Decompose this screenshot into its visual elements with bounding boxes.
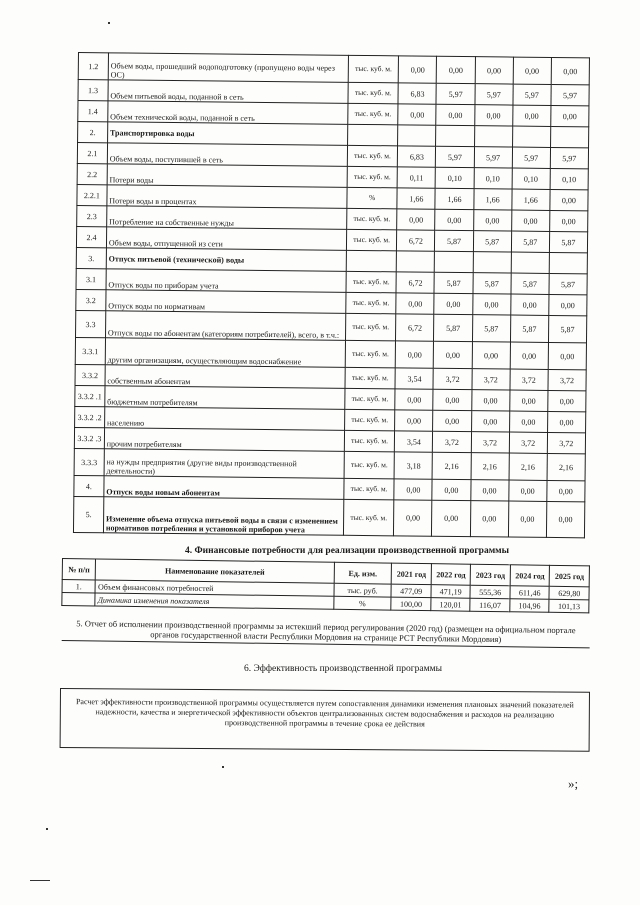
row-value: 3,72 [471, 432, 509, 453]
row-value: 101,13 [549, 599, 589, 613]
row-name: Потери воды [107, 164, 347, 188]
row-value: 1,66 [512, 189, 550, 210]
row-num: 2. [78, 122, 108, 143]
row-value: 0,00 [435, 209, 473, 230]
row-value: 0,00 [434, 293, 472, 314]
row-value: 3,18 [394, 452, 432, 479]
col-unit: Ед. изм. [334, 562, 392, 584]
scan-mark [108, 22, 110, 24]
production-program-table [73, 52, 590, 538]
row-value: 0,00 [472, 342, 510, 369]
row-unit: тыс. куб. м. [348, 82, 399, 104]
row-value: 0,00 [473, 210, 511, 231]
section-6-efficiency-box: Расчет эффективности производственной программы осуществляется путем сопоставления динамики изменения плановых значений показателей надежности, качества и энергетической эффективности объектов централизованных систем водоснабжения и расходов на реализацию производственной программы в течение срока ее действия [60, 688, 590, 752]
row-value: 5,97 [475, 84, 513, 105]
row-value: 3,72 [509, 432, 547, 453]
row-value: 0,00 [399, 56, 437, 83]
row-value: 5,87 [434, 314, 472, 341]
row-num: 3.3.2 [75, 364, 105, 385]
row-value [474, 126, 512, 147]
row-name: Отпуск воды новым абонентам [104, 476, 344, 500]
row-unit: тыс. куб. м. [346, 229, 397, 251]
row-value: 6,72 [396, 314, 434, 341]
row-num: 3.3.1 [75, 337, 105, 364]
section-5-report-note: 5. Отчет об исполнении производственной программы за истекший период регулирования (2020 год) (размещен на официальном портале органов государственной власти Республики Мордовия на странице РСТ Республики Мордовия) [62, 618, 590, 648]
row-unit: тыс. куб. м. [348, 103, 399, 125]
row-unit: тыс. куб. м. [344, 430, 395, 452]
row-value: 0,00 [395, 410, 433, 431]
row-unit: тыс. руб. [334, 583, 392, 597]
row-value: 0,00 [394, 479, 432, 500]
row-name: Объем воды, отпущенной из сети [106, 227, 346, 251]
row-value: 5,87 [510, 315, 548, 342]
row-name: на нужды предприятия (другие виды производственной деятельности) [104, 449, 344, 479]
row-value: 0,00 [509, 480, 547, 501]
row-value: 629,80 [549, 586, 589, 600]
row-name: Объем воды, прошедший водоподготовку (пропущено воды через ОС) [108, 53, 348, 83]
row-value: 0,00 [549, 294, 587, 315]
row-name: Потери воды в процентах [107, 185, 347, 209]
row-value [397, 251, 435, 272]
row-value: 104,96 [510, 599, 550, 613]
row-value: 0,00 [471, 411, 509, 432]
row-value: 5,87 [473, 273, 511, 294]
row-value: 116,07 [470, 598, 510, 612]
row-unit: тыс. куб. м. [346, 292, 397, 314]
row-value: 5,97 [551, 84, 589, 105]
col-year-2022: 2022 год [431, 564, 471, 586]
row-value: 0,00 [547, 411, 585, 432]
row-name: прочим потребителям [104, 428, 344, 452]
col-year-2024: 2024 год [510, 565, 550, 587]
row-value: 0,00 [394, 500, 432, 536]
row-value: 0,00 [512, 105, 550, 126]
row-num: 3.2 [76, 289, 106, 310]
row-num: 2.2 [77, 163, 107, 184]
row-value: 0,00 [551, 57, 589, 84]
row-num: 3.3.3 [74, 448, 104, 475]
row-unit: % [333, 596, 391, 610]
row-name: собственным абонентам [105, 365, 345, 389]
row-name: Отпуск питьевой (технической) воды [106, 248, 346, 272]
row-num [62, 593, 96, 606]
row-value: 6,72 [397, 230, 435, 251]
row-value: 1,66 [473, 189, 511, 210]
row-num: 2.2.1 [77, 184, 107, 205]
section-6-title: 6. Эффективность производственной программы [244, 664, 442, 674]
row-value [398, 125, 436, 146]
row-value: 5,97 [436, 146, 474, 167]
row-name: Объем технической воды, поданной в сеть [108, 101, 348, 125]
row-value: 0,00 [433, 389, 471, 410]
row-value [511, 252, 549, 273]
row-value: 3,72 [510, 369, 548, 390]
row-value: 0,00 [513, 57, 551, 84]
row-name: другим организациям, осуществляющим водоснабжение [105, 338, 345, 368]
row-value: 0,00 [510, 294, 548, 315]
row-value: 100,00 [391, 597, 431, 611]
row-value: 0,00 [546, 501, 585, 537]
row-unit: тыс. куб. м. [347, 208, 398, 230]
row-num: 5. [73, 496, 103, 532]
row-num: 1. [62, 580, 96, 593]
row-value: 0,00 [474, 105, 512, 126]
row-value: 6,83 [398, 83, 436, 104]
row-value: 0,11 [397, 167, 435, 188]
row-value: 5,97 [474, 147, 512, 168]
row-unit: тыс. куб. м. [345, 340, 396, 368]
row-value: 0,00 [548, 390, 586, 411]
row-value: 0,00 [398, 104, 436, 125]
row-value: 0,00 [547, 480, 585, 501]
row-value: 0,00 [509, 390, 547, 411]
row-value: 0,00 [432, 479, 470, 500]
row-value: 0,00 [395, 389, 433, 410]
row-name: Динамика изменения показателя [95, 593, 333, 609]
row-value: 3,72 [472, 369, 510, 390]
scan-mark [46, 828, 48, 830]
row-value: 3,54 [395, 431, 433, 452]
row-value: 3,54 [395, 368, 433, 389]
row-name: Объем питьевой воды, поданной в сеть [108, 80, 348, 104]
row-name: Объем финансовых потребностей [95, 580, 333, 596]
row-value: 0,00 [470, 501, 508, 537]
row-value: 6,72 [396, 272, 434, 293]
row-value: 0,00 [548, 342, 586, 369]
row-unit: тыс. куб. м. [344, 478, 395, 500]
col-year-2021: 2021 год [392, 563, 432, 585]
row-num: 3.3 [76, 310, 106, 337]
row-num: 3.3.2 .2 [75, 406, 105, 427]
row-value: 0,00 [396, 293, 434, 314]
row-value: 0,00 [508, 501, 546, 537]
row-value: 477,09 [391, 584, 431, 598]
row-unit: тыс. куб. м. [346, 271, 397, 293]
row-unit: тыс. куб. м. [345, 313, 396, 341]
table-row [73, 496, 584, 537]
row-num: 2.3 [77, 205, 107, 226]
row-value: 0,00 [510, 342, 548, 369]
row-value [435, 251, 473, 272]
row-value: 611,46 [510, 586, 550, 600]
row-num: 2.1 [77, 143, 107, 164]
row-value: 3,72 [433, 368, 471, 389]
row-num: 2.4 [76, 226, 106, 247]
row-value: 5,87 [511, 273, 549, 294]
row-value: 0,10 [436, 167, 474, 188]
row-num: 3. [76, 247, 106, 268]
row-value: 3,72 [433, 431, 471, 452]
row-num: 3.1 [76, 268, 106, 289]
row-name: населению [104, 407, 344, 431]
col-year-2025: 2025 год [550, 565, 590, 587]
row-value: 5,97 [512, 147, 550, 168]
row-value: 120,01 [431, 598, 471, 612]
row-unit: тыс. куб. м. [343, 499, 394, 536]
scan-mark [30, 880, 50, 881]
row-value: 0,10 [550, 168, 588, 189]
row-value: 2,16 [433, 452, 471, 479]
row-value: 0,00 [434, 341, 472, 368]
row-value: 0,00 [396, 341, 434, 368]
row-value: 0,00 [550, 189, 588, 210]
row-num: 3.3.2 .1 [75, 385, 105, 406]
col-year-2023: 2023 год [471, 564, 511, 586]
row-value: 5,87 [473, 231, 511, 252]
row-unit: % [347, 187, 398, 209]
row-name: Транспортировка воды [107, 122, 347, 146]
row-name: Объем воды, поступившей в сеть [107, 143, 347, 167]
row-value: 5,87 [472, 315, 510, 342]
row-name: бюджетным потребителям [105, 386, 345, 410]
row-value [550, 126, 588, 147]
col-name: Наименование показателей [96, 559, 334, 583]
closing-quote: »; [568, 776, 579, 791]
row-value: 1,66 [435, 188, 473, 209]
row-name: Потребление на собственные нужды [107, 206, 347, 230]
row-name: Изменение объема отпуска питьевой воды в связи с изменением нормативов потребления и установкой приборов учета [103, 497, 343, 536]
row-num: 1.4 [78, 101, 108, 122]
row-value [549, 252, 587, 273]
row-value: 555,36 [470, 585, 510, 599]
row-value: 5,97 [513, 84, 551, 105]
row-value: 5,87 [548, 315, 586, 342]
row-value: 0,00 [472, 294, 510, 315]
row-value: 0,10 [512, 168, 550, 189]
row-value: 0,00 [511, 210, 549, 231]
row-value: 3,72 [548, 369, 586, 390]
row-value: 5,97 [436, 83, 474, 104]
row-unit: тыс. куб. м. [344, 451, 395, 479]
row-value: 0,00 [470, 480, 508, 501]
row-value: 2,16 [547, 453, 585, 480]
row-value: 5,87 [435, 230, 473, 251]
row-value: 5,87 [549, 273, 587, 294]
row-name: Отпуск воды по приборам учета [106, 269, 346, 293]
row-value: 2,16 [509, 453, 547, 480]
row-value: 0,10 [474, 168, 512, 189]
row-value [473, 252, 511, 273]
financial-needs-table [61, 558, 590, 613]
row-name: Отпуск воды по нормативам [106, 290, 346, 314]
scan-mark [222, 766, 224, 768]
row-value: 5,87 [511, 231, 549, 252]
row-value: 0,00 [433, 410, 471, 431]
row-value: 5,87 [549, 231, 587, 252]
row-value: 0,00 [475, 57, 513, 84]
row-value: 5,87 [434, 272, 472, 293]
row-value: 471,19 [431, 585, 471, 599]
row-value: 0,00 [509, 411, 547, 432]
row-value: 2,16 [471, 453, 509, 480]
row-value: 5,97 [550, 147, 588, 168]
row-num: 3.3.2 .3 [74, 427, 104, 448]
row-unit: тыс. куб. м. [345, 388, 396, 410]
row-value [512, 126, 550, 147]
row-unit: тыс. куб. м. [347, 145, 398, 167]
row-unit: тыс. куб. м. [344, 409, 395, 431]
row-num: 4. [74, 475, 104, 496]
row-name: Отпуск воды по абонентам (категориям потребителей), всего, в т.ч.: [105, 311, 345, 341]
section-4-title: 4. Финансовые потребности для реализации производственной программы [185, 546, 510, 556]
row-unit [347, 124, 398, 146]
row-value: 0,00 [397, 209, 435, 230]
row-value: 0,00 [432, 500, 470, 536]
row-value: 0,00 [549, 210, 587, 231]
row-unit: тыс. куб. м. [348, 55, 399, 83]
row-value: 0,00 [436, 104, 474, 125]
row-unit [346, 250, 397, 272]
row-value: 1,66 [397, 188, 435, 209]
row-num: 1.2 [78, 53, 108, 80]
row-value: 3,72 [547, 432, 585, 453]
row-value: 0,00 [471, 390, 509, 411]
row-value [436, 125, 474, 146]
col-num: № п/п [62, 559, 96, 580]
row-unit: тыс. куб. м. [347, 166, 398, 188]
row-unit: тыс. куб. м. [345, 367, 396, 389]
row-num: 1.3 [78, 80, 108, 101]
row-value: 6,83 [398, 146, 436, 167]
row-value: 0,00 [551, 105, 589, 126]
row-value: 0,00 [437, 56, 475, 83]
